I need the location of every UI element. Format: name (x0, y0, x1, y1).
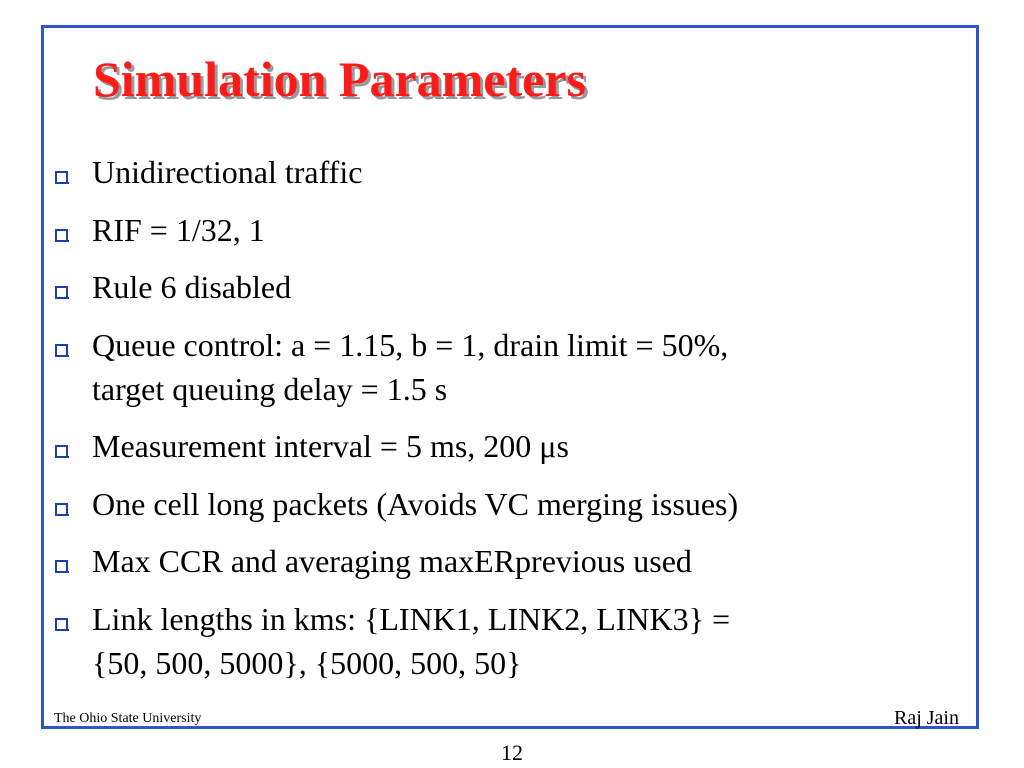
checkbox-bullet-icon (55, 503, 68, 516)
bullet-item (53, 539, 953, 583)
checkbox-bullet-icon (55, 171, 68, 184)
bullet-text: RIF = 1/32, 1 (92, 211, 265, 248)
checkbox-bullet-icon (55, 286, 68, 299)
bullet-text-line-2: {50, 500, 5000}, {5000, 500, 50} (92, 644, 522, 681)
bullet-text-line-1: Link lengths in kms: {LINK1, LINK2, LINK3} = (92, 600, 731, 637)
footer-institution: The Ohio State University (54, 711, 202, 726)
bullet-list (53, 150, 953, 698)
footer-author: Raj Jain (894, 707, 959, 729)
bullet-text: Unidirectional traffic (92, 154, 363, 190)
checkbox-bullet-icon (55, 618, 68, 631)
checkbox-bullet-icon (55, 445, 68, 458)
bullet-text-line-1: Queue control: a = 1.15, b = 1, drain limit = 50%, (92, 326, 729, 363)
bullet-item (53, 424, 953, 468)
bullet-text: One cell long packets (Avoids VC merging issues) (92, 485, 739, 522)
bullet-text-line-2: target queuing delay = 1.5 s (92, 370, 448, 407)
bullet-item (53, 482, 953, 526)
bullet-item (53, 265, 953, 309)
bullet-item (53, 597, 953, 685)
bullet-item (53, 150, 953, 194)
checkbox-bullet-icon (55, 229, 68, 242)
bullet-text: Max CCR and averaging maxERprevious used (92, 543, 692, 579)
checkbox-bullet-icon (55, 344, 68, 357)
bullet-item (53, 208, 953, 252)
bullet-text: Measurement interval = 5 ms, 200 μs (92, 428, 569, 464)
checkbox-bullet-icon (55, 560, 68, 573)
page-number: 12 (501, 740, 523, 765)
bullet-text: Rule 6 disabled (92, 269, 292, 305)
bullet-item (53, 323, 953, 411)
slide-title: Simulation Parameters (93, 51, 586, 107)
